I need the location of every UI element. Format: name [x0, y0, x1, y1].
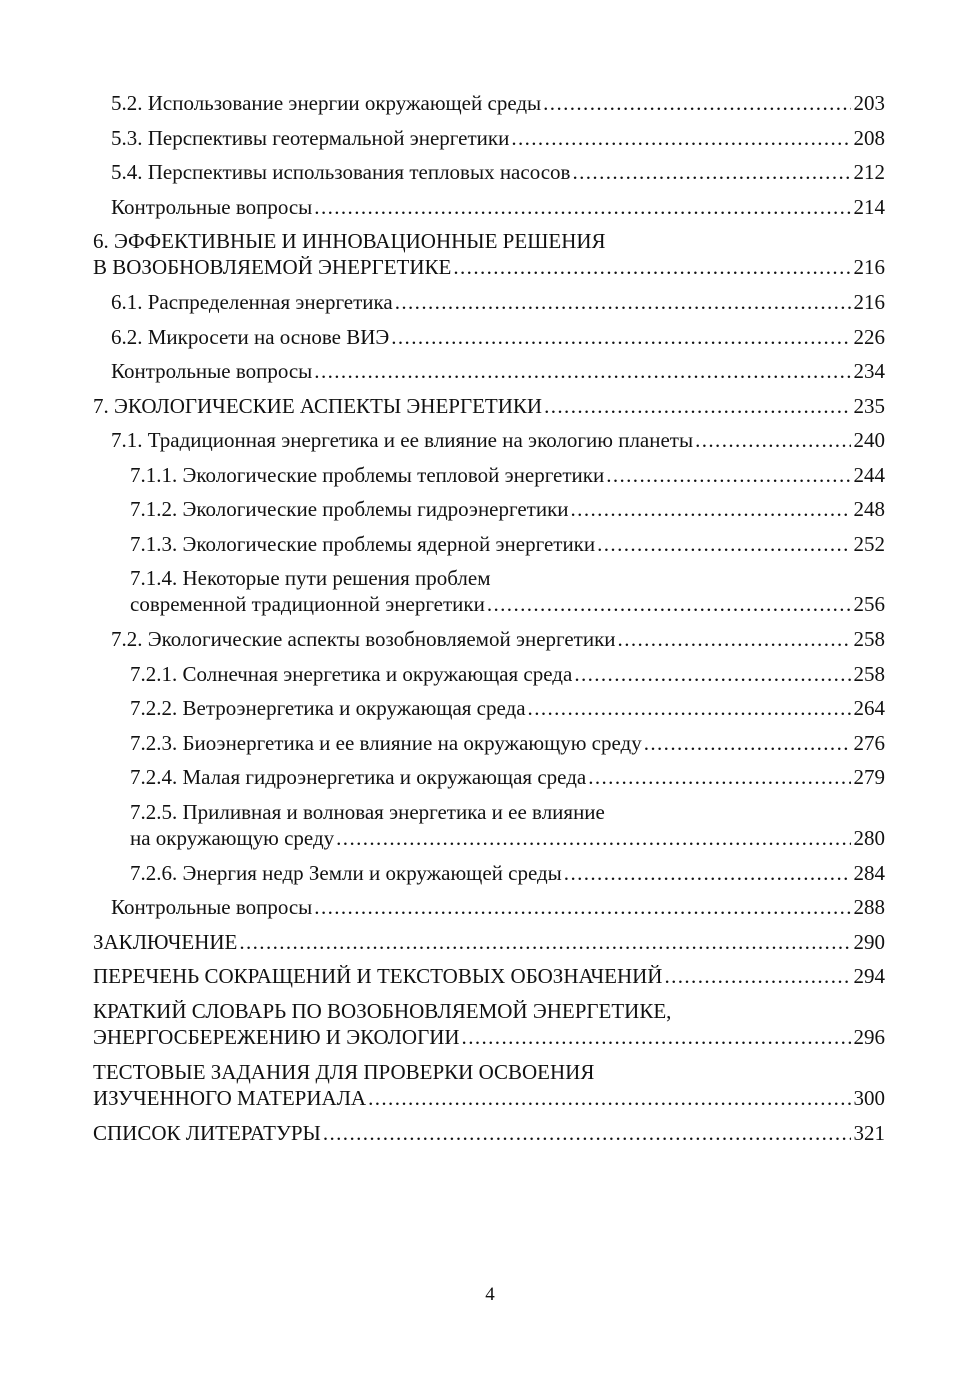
toc-entry-page: 258 [853, 627, 885, 651]
toc-entry-row [130, 496, 885, 522]
dot-leader [571, 496, 851, 522]
toc-entry-title: ПЕРЕЧЕНЬ СОКРАЩЕНИЙ И ТЕКСТОВЫХ ОБОЗНАЧЕНИЙ [93, 964, 663, 988]
toc-entry[interactable] [130, 764, 885, 799]
toc-entry[interactable] [93, 1059, 885, 1120]
dot-leader [528, 695, 851, 721]
toc-entry[interactable] [130, 661, 885, 696]
toc-entry[interactable] [111, 125, 885, 160]
dot-leader [395, 289, 851, 315]
toc-entry-row [111, 626, 885, 652]
dot-leader [597, 531, 850, 557]
toc-entry-title: 7. ЭКОЛОГИЧЕСКИЕ АСПЕКТЫ ЭНЕРГЕТИКИ [93, 393, 543, 418]
toc-entry[interactable] [111, 289, 885, 324]
toc-entry-row [130, 661, 885, 687]
toc-entry-page: 244 [853, 462, 885, 487]
toc-entry-page: 276 [853, 730, 885, 755]
dot-leader [644, 730, 851, 756]
toc-entry-title: В ВОЗОБНОВЛЯЕМОЙ ЭНЕРГЕТИКЕ [93, 255, 452, 279]
toc-entry[interactable] [93, 929, 885, 964]
toc-entry-page: 216 [853, 290, 885, 314]
toc-entry-title: 7.1.2. Экологические проблемы гидроэнергетики [130, 497, 569, 521]
toc-entry-page: 288 [853, 895, 885, 919]
dot-leader [239, 929, 850, 955]
page-number: 4 [485, 1284, 495, 1305]
toc-entry-row [93, 1024, 885, 1050]
toc-entry[interactable] [130, 799, 885, 860]
toc-entry-page: 240 [853, 428, 885, 452]
toc-entry-page: 212 [853, 160, 885, 184]
dot-leader [695, 427, 850, 453]
dot-leader [391, 324, 850, 350]
toc-entry[interactable] [130, 730, 885, 765]
dot-leader [544, 393, 850, 419]
toc-entry-page: 256 [853, 592, 885, 616]
toc-entry-row [130, 730, 885, 756]
toc-entry-row [130, 825, 885, 851]
toc-entry-page: 214 [853, 194, 885, 219]
dot-leader [314, 358, 850, 384]
toc-entry-title: 7.2.6. Энергия недр Земли и окружающей среды [130, 860, 562, 885]
toc-entry-title-line: ТЕСТОВЫЕ ЗАДАНИЯ ДЛЯ ПРОВЕРКИ ОСВОЕНИЯ [93, 1059, 595, 1084]
toc-entry-row [130, 860, 885, 886]
toc-entry-title: 7.1.1. Экологические проблемы тепловой энергетики [130, 462, 605, 487]
toc-entry[interactable] [130, 695, 885, 730]
toc-entry-row [130, 591, 885, 617]
toc-entry[interactable] [93, 393, 885, 428]
toc-entry-page: 226 [853, 324, 885, 349]
toc-entry[interactable] [111, 324, 885, 359]
toc-entry-row [111, 159, 885, 185]
toc-entry-page: 216 [853, 255, 885, 279]
toc-entry-page: 321 [853, 1120, 885, 1145]
toc-entry-title: ИЗУЧЕННОГО МАТЕРИАЛА [93, 1085, 367, 1110]
toc-entry-row [130, 531, 885, 557]
toc-entry[interactable] [93, 228, 885, 289]
toc-entry-row [93, 254, 885, 280]
toc-entry[interactable] [93, 963, 885, 998]
toc-entry[interactable] [93, 1120, 885, 1155]
toc-entry[interactable] [111, 159, 885, 194]
toc-entry-page: 252 [853, 531, 885, 556]
dot-leader [664, 963, 850, 989]
toc-entry-row [93, 963, 885, 989]
toc-entry-row [130, 764, 885, 790]
dot-leader [588, 764, 850, 790]
table-of-contents [0, 90, 980, 1154]
toc-entry-title-line: 7.2.5. Приливная и волновая энергетика и ее влияние [130, 799, 605, 824]
toc-entry-title: 6.2. Микросети на основе ВИЭ [111, 324, 390, 349]
dot-leader [323, 1120, 851, 1146]
toc-entry-title-line: 6. ЭФФЕКТИВНЫЕ И ИННОВАЦИОННЫЕ РЕШЕНИЯ [93, 229, 606, 253]
toc-entry[interactable] [111, 626, 885, 661]
toc-entry[interactable] [111, 358, 885, 393]
toc-entry-page: 300 [853, 1085, 885, 1110]
toc-entry-title: ЗАКЛЮЧЕНИЕ [93, 929, 238, 954]
toc-entry-row [93, 393, 885, 419]
toc-entry-title: 7.2.1. Солнечная энергетика и окружающая среда [130, 661, 573, 686]
toc-entry-page: 234 [853, 359, 885, 383]
toc-entry-title: 7.1.3. Экологические проблемы ядерной энергетики [130, 531, 596, 556]
toc-entry-title: 7.2. Экологические аспекты возобновляемой энергетики [111, 627, 616, 651]
toc-entry-title: 7.2.4. Малая гидроэнергетика и окружающая среда [130, 765, 587, 789]
toc-entry-title: современной традиционной энергетики [130, 592, 485, 616]
toc-entry-title: 5.4. Перспективы использования тепловых насосов [111, 160, 571, 184]
dot-leader [606, 462, 850, 488]
toc-entry-row [111, 90, 885, 116]
toc-entry-page: 290 [853, 929, 885, 954]
toc-entry-title: 7.2.3. Биоэнергетика и ее влияние на окружающую среду [130, 730, 642, 755]
dot-leader [462, 1024, 851, 1050]
toc-entry-row [111, 427, 885, 453]
toc-entry-row [111, 324, 885, 350]
toc-entry[interactable] [111, 427, 885, 462]
dot-leader [336, 825, 850, 851]
toc-entry-row [111, 358, 885, 384]
toc-entry-page: 235 [853, 393, 885, 418]
toc-entry-row [130, 462, 885, 488]
toc-entry-page: 203 [853, 91, 885, 115]
toc-entry-page: 264 [853, 696, 885, 720]
toc-entry-page: 296 [853, 1024, 885, 1049]
dot-leader [453, 254, 850, 280]
toc-entry[interactable] [111, 894, 885, 929]
toc-entry-title: 7.1. Традиционная энергетика и ее влияние на экологию планеты [111, 428, 694, 452]
toc-entry-title: 7.2.2. Ветроэнергетика и окружающая среда [130, 696, 526, 720]
toc-entry-title: СПИСОК ЛИТЕРАТУРЫ [93, 1120, 321, 1145]
toc-entry-page: 258 [853, 661, 885, 686]
toc-entry-row [111, 125, 885, 151]
toc-entry-page: 248 [853, 497, 885, 521]
toc-entry[interactable] [130, 860, 885, 895]
dot-leader [564, 860, 851, 886]
toc-entry[interactable] [130, 565, 885, 626]
toc-entry-page: 279 [853, 765, 885, 789]
dot-leader [572, 159, 850, 185]
toc-entry-title: на окружающую среду [130, 825, 335, 850]
toc-entry-title: ЭНЕРГОСБЕРЕЖЕНИЮ И ЭКОЛОГИИ [93, 1024, 460, 1049]
toc-entry-title: Контрольные вопросы [111, 194, 313, 219]
toc-entry-page: 294 [853, 964, 885, 988]
dot-leader [368, 1085, 850, 1111]
dot-leader [511, 125, 850, 151]
dot-leader [574, 661, 850, 687]
toc-entry-title: 5.3. Перспективы геотермальной энергетики [111, 125, 510, 150]
toc-entry-title: Контрольные вопросы [111, 359, 313, 383]
toc-entry-row [111, 289, 885, 315]
toc-entry-title: Контрольные вопросы [111, 895, 313, 919]
toc-entry-row [93, 929, 885, 955]
dot-leader [314, 894, 850, 920]
toc-entry-title-line: 7.1.4. Некоторые пути решения проблем [130, 566, 491, 590]
toc-entry[interactable] [93, 998, 885, 1059]
toc-entry[interactable] [130, 531, 885, 566]
toc-entry-page: 208 [853, 125, 885, 150]
toc-entry-title: 5.2. Использование энергии окружающей среды [111, 91, 542, 115]
toc-entry-row [93, 1120, 885, 1146]
dot-leader [618, 626, 851, 652]
toc-entry-row [111, 894, 885, 920]
toc-entry-title-line: КРАТКИЙ СЛОВАРЬ ПО ВОЗОБНОВЛЯЕМОЙ ЭНЕРГЕТИКЕ, [93, 998, 672, 1023]
dot-leader [487, 591, 851, 617]
toc-entry[interactable] [111, 90, 885, 125]
toc-entry-page: 280 [853, 825, 885, 850]
toc-entry[interactable] [130, 496, 885, 531]
toc-entry-row [111, 194, 885, 220]
toc-entry-title: 6.1. Распределенная энергетика [111, 290, 393, 314]
toc-entry-row [93, 1085, 885, 1111]
dot-leader [314, 194, 850, 220]
toc-entry-row [130, 695, 885, 721]
toc-entry[interactable] [130, 462, 885, 497]
toc-entry[interactable] [111, 194, 885, 229]
dot-leader [543, 90, 850, 116]
toc-entry-page: 284 [853, 860, 885, 885]
